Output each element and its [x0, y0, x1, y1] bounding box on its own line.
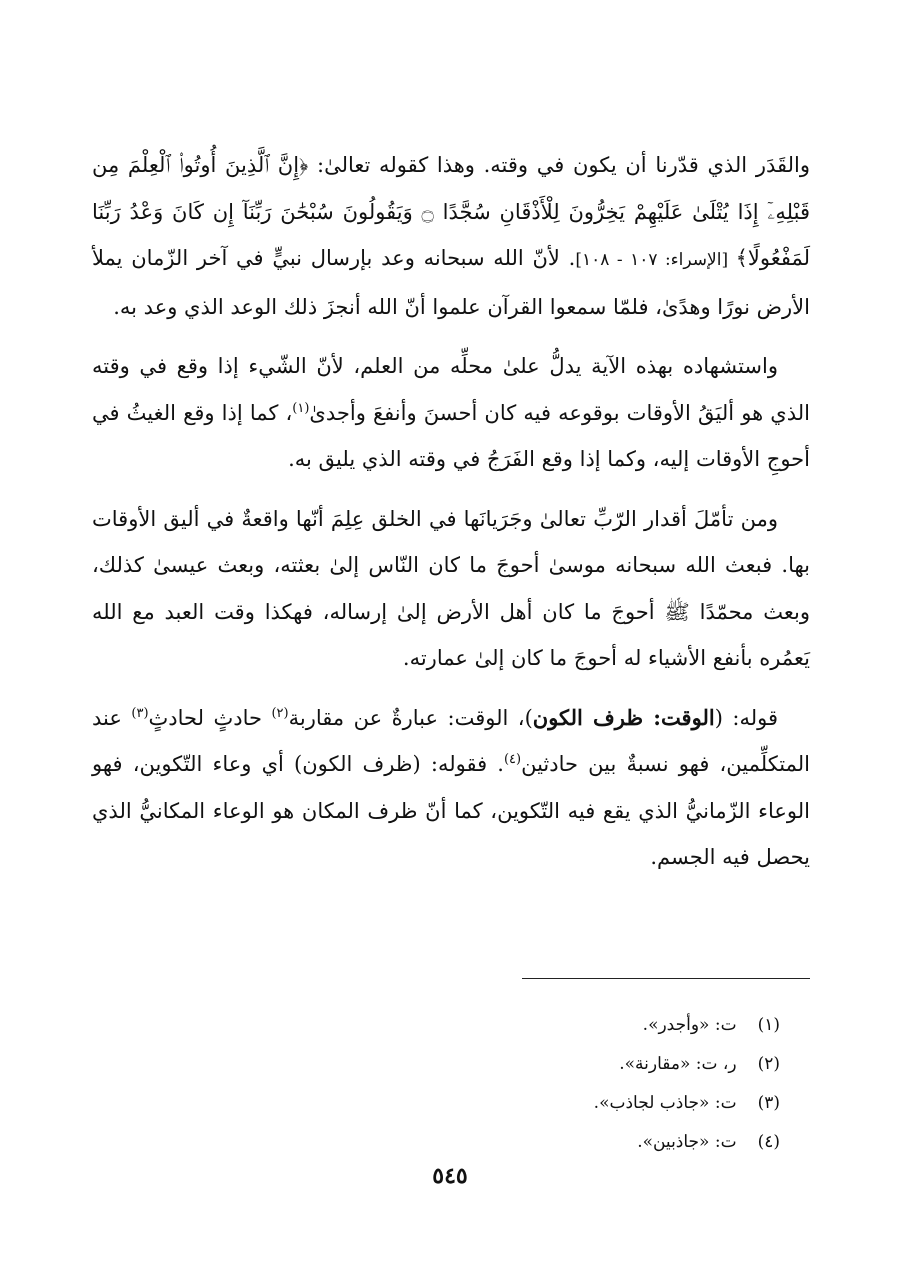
- footnote-number: (٤): [757, 1132, 780, 1152]
- quran-verse: ﴿إِنَّ ٱلَّذِينَ أُوتُوا۟ ٱلْعِلْمَ مِن قَبْلِهِۦٓ إِذَا يُتْلَىٰ عَلَيْهِمْ يَخِرُّونَ لِلْأَذْقَانِ سُجَّدًا ۝ وَيَقُولُونَ سُبْحَٰنَ رَبِّنَآ إِن كَانَ وَعْدُ رَبِّنَا لَمَفْعُولًا﴾: [92, 153, 810, 270]
- footnote-text: ت: «جاذبين».: [637, 1132, 737, 1152]
- footnote-marker-1[interactable]: (١): [292, 400, 310, 416]
- main-text: [92, 142, 810, 894]
- footnotes-list: [180, 1006, 780, 1162]
- paragraph-3: ومن تأمّلَ أقدار الرّبِّ تعالىٰ وجَرَيانَها في الخلق عِلِمَ أنّها واقعةٌ في أليق الأوقات بها. فبعث الله سبحانه موسىٰ أحوجَ ما كان النّاس إلىٰ بعثته، وبعث عيسىٰ كذلك، وبعث محمّدًا ﷺ أحوجَ ما كان أهل الأرض إلىٰ إرساله، فهكذا وقت العبد مع الله يَعمُره بأنفع الأشياء له أحوجَ ما كان إلىٰ عمارته.: [92, 506, 810, 670]
- footnote-number: (٢): [757, 1054, 780, 1074]
- footnote-1: [180, 1006, 780, 1045]
- footnote-number: (٣): [757, 1093, 780, 1113]
- footnote-text: ت: «جاذب لجاذب».: [593, 1093, 737, 1113]
- footnote-divider: [522, 978, 810, 979]
- paragraph-4: قوله: (الوقت: ظرف الكون)، الوقت: عبارةٌ عن مقاربة$^{(٢)}$ حادثٍ لحادثٍ$^{(٣)}$ عند المتكلِّمين، فهو نسبةٌ بين حادثين$^{(٤)}$. فقوله: (ظرف الكون) أي وعاء التّكوين، فهو الوعاء الزّمانيُّ الذي يقع فيه التّكوين، كما أنّ ظرف المكان هو الوعاء المكانيُّ الذي يحصل فيه الجسم.: [92, 704, 811, 869]
- footnote-text: ر، ت: «مقارنة».: [619, 1054, 737, 1074]
- paragraph-2: واستشهاده بهذه الآية يدلُّ علىٰ محلِّه من العلم، لأنّ الشّيء إذا وقع في وقته الذي هو أليَقُ الأوقات بوقوعه فيه كان أحسنَ وأنفعَ وأجدىٰ$^{(١)}$، كما إذا وقع الغيثُ في أحوجِ الأوقات إليه، وكما إذا وقع الفَرَجُ في وقته الذي يليق به.: [92, 354, 810, 471]
- bold-term: الوقت: ظرف الكون: [532, 704, 715, 730]
- footnote-text: ت: «وأجدر».: [642, 1015, 737, 1035]
- footnote-2: [180, 1045, 780, 1084]
- footnote-marker-4[interactable]: (٤): [503, 752, 522, 767]
- footnote-4: [180, 1123, 780, 1162]
- paragraph-1: والقَدَر الذي قدّرنا أن يكون في وقته. وهذا كقوله تعالىٰ: ﴿إِنَّ ٱلَّذِينَ أُوتُوا۟ ٱلْعِلْمَ مِن قَبْلِهِۦٓ إِذَا يُتْلَىٰ عَلَيْهِمْ يَخِرُّونَ لِلْأَذْقَانِ سُجَّدًا ۝ وَيَقُولُونَ سُبْحَٰنَ رَبِّنَآ إِن كَانَ وَعْدُ رَبِّنَا لَمَفْعُولًا﴾ [الإسراء: ١٠٧ - ١٠٨]. لأنّ الله سبحانه وعد بإرسال نبيٍّ في آخر الزّمان يملأ الأرض نورًا وهدًىٰ، فلمّا سمعوا القرآن علموا أنّ الله أنجزَ ذلك الوعد الذي وعد به.: [92, 153, 810, 319]
- verse-reference: [الإسراء: ١٠٧ - ١٠٨]: [575, 250, 736, 270]
- footnote-marker-2[interactable]: (٢): [271, 705, 289, 721]
- page-number: ٥٤٥: [432, 1163, 468, 1189]
- footnote-marker-3[interactable]: (٣): [131, 705, 149, 721]
- footnote-number: (١): [757, 1015, 780, 1035]
- footnote-3: [180, 1084, 780, 1123]
